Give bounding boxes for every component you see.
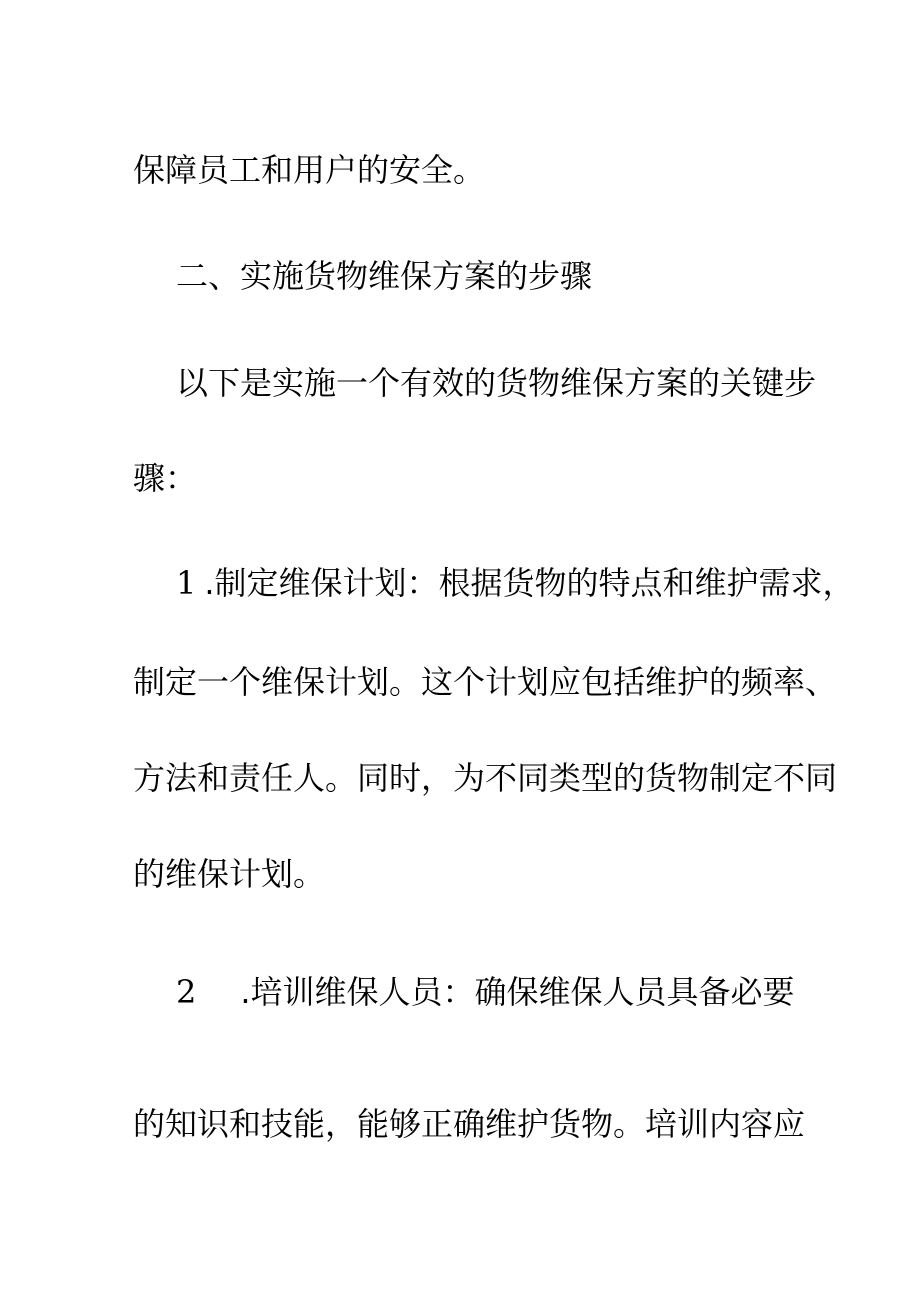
paragraph-line: 以下是实施一个有效的货物维保方案的关键步 <box>176 364 817 402</box>
step-2-text: .培训维保人员：确保维保人员具备必要 <box>240 973 795 1011</box>
paragraph-line: 保障员工和用户的安全。 <box>133 151 486 189</box>
step-1-text: .制定维保计划：根据货物的特点和维护需求， <box>204 564 855 602</box>
step-1-number: 1 <box>176 564 197 602</box>
paragraph-line: 的维保计划。 <box>133 855 326 893</box>
paragraph-line: 制定一个维保计划。这个计划应包括维护的频率、 <box>133 663 838 701</box>
paragraph-line: 骤： <box>133 459 198 497</box>
paragraph-line: 方法和责任人。同时，为不同类型的货物制定不同 <box>133 759 838 797</box>
step-2-number: 2 <box>176 973 197 1011</box>
step-2-first-line <box>176 972 795 1012</box>
section-heading: 二、实施货物维保方案的步骤 <box>176 257 593 295</box>
step-1-first-line <box>176 563 855 603</box>
paragraph-line: 的知识和技能，能够正确维护货物。培训内容应 <box>133 1105 806 1143</box>
